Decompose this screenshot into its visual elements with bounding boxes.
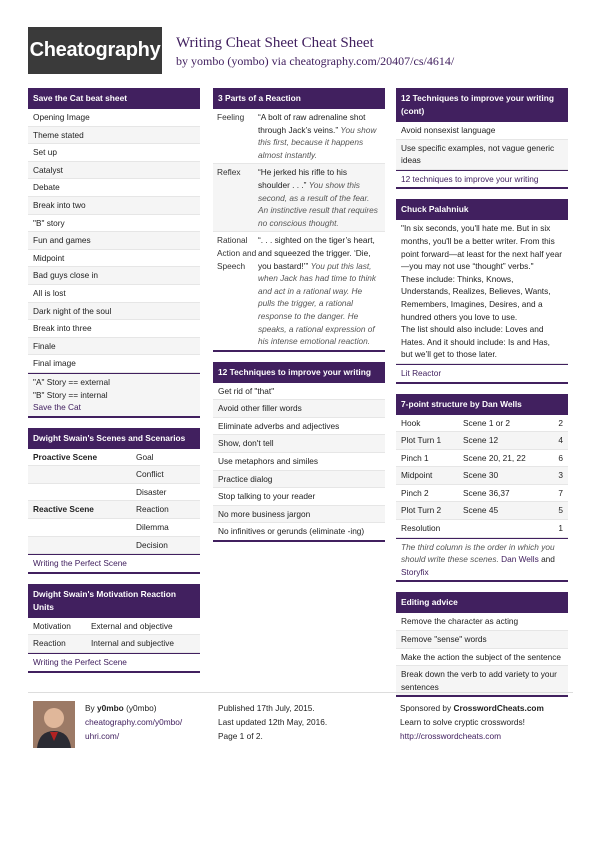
cell: Goal bbox=[136, 451, 154, 462]
cell: External and objective bbox=[91, 620, 173, 631]
list-item: Avoid nonsexist language bbox=[396, 122, 568, 140]
sponsor-prefix: Sponsored by bbox=[400, 703, 452, 713]
chuck-section bbox=[396, 199, 568, 383]
cell: Pinch 2 bbox=[401, 487, 429, 498]
cell: Scene 1 or 2 bbox=[463, 417, 511, 428]
table-row bbox=[28, 484, 200, 502]
updated-date: Last updated 12th May, 2016. bbox=[218, 717, 328, 727]
avatar-image bbox=[33, 701, 75, 748]
list-item: Debate bbox=[28, 179, 200, 197]
table-row bbox=[396, 432, 568, 450]
section-title: 3 Parts of a Reaction bbox=[213, 88, 385, 109]
swain-units-section bbox=[28, 584, 200, 673]
column-3 bbox=[396, 88, 568, 707]
cell bbox=[33, 539, 136, 552]
sponsor-line bbox=[400, 701, 544, 715]
author-site-link[interactable]: uhri.com/ bbox=[85, 731, 120, 741]
list-item: Show, don't tell bbox=[213, 435, 385, 453]
list-item: Practice dialog bbox=[213, 471, 385, 489]
note: You show this first, because it happens almost instantly. bbox=[258, 124, 377, 160]
list-item: Avoid other filler words bbox=[213, 400, 385, 418]
definition bbox=[258, 166, 381, 229]
sponsor-info bbox=[400, 701, 544, 743]
cell: Resolution bbox=[401, 523, 441, 534]
page-number: Page 1 of 2. bbox=[218, 731, 263, 741]
sponsor-tagline: Learn to solve cryptic crosswords! bbox=[400, 717, 525, 727]
table-row bbox=[28, 501, 200, 519]
editing-section bbox=[396, 592, 568, 697]
table-row bbox=[213, 232, 385, 349]
cell: Scene 20, 21, 22 bbox=[463, 452, 526, 463]
cell: Midpoint bbox=[401, 470, 433, 481]
list-item: "B" story bbox=[28, 215, 200, 233]
table-row bbox=[396, 520, 568, 538]
cell: Scene 12 bbox=[463, 435, 499, 446]
section-title: Dwight Swain's Motivation Reaction Units bbox=[28, 584, 200, 618]
table-row bbox=[28, 618, 200, 636]
list-item: Break down the verb to add variety to your sentences bbox=[396, 666, 568, 695]
cell: 3 bbox=[558, 470, 563, 481]
author-profile-link[interactable]: cheatography.com/y0mbo/ bbox=[85, 717, 183, 727]
column-2 bbox=[213, 88, 385, 552]
save-the-cat-section bbox=[28, 88, 200, 418]
cell bbox=[33, 468, 136, 481]
list-item: Theme stated bbox=[28, 127, 200, 145]
table-row bbox=[396, 485, 568, 503]
note: You show this second, as a result of the fear. An instinctive result that requires no conscious thought. bbox=[258, 179, 378, 228]
list-item: Dark night of the soul bbox=[28, 303, 200, 321]
cell: Internal and subjective bbox=[91, 638, 175, 649]
quote: “. . . sighted on the tiger’s heart, and squeezed the trigger. ‘Die, you bastard!’” bbox=[258, 235, 375, 271]
cell: Proactive Scene bbox=[33, 451, 98, 462]
quote: “A bolt of raw adrenaline shot through Jack’s veins.” bbox=[258, 112, 366, 135]
list-item: Opening Image bbox=[28, 109, 200, 127]
page-header bbox=[28, 27, 573, 79]
page-title: Writing Cheat Sheet Cheat Sheet bbox=[176, 35, 374, 51]
cell: Dilemma bbox=[136, 522, 169, 533]
list-item: Final image bbox=[28, 355, 200, 373]
list-item: Remove the character as acting bbox=[396, 613, 568, 631]
cell: Plot Turn 1 bbox=[401, 435, 442, 446]
cell: Reactive Scene bbox=[33, 504, 94, 515]
swain-scenes-section bbox=[28, 428, 200, 574]
section-title: 12 Techniques to improve your writing (cont) bbox=[396, 88, 568, 122]
note-b-story: "B" Story == internal bbox=[33, 389, 108, 400]
save-the-cat-link[interactable]: Save the Cat bbox=[33, 402, 81, 413]
cell: Reaction bbox=[136, 504, 169, 515]
list-item: Catalyst bbox=[28, 162, 200, 180]
list-item: Get rid of "that" bbox=[213, 383, 385, 401]
cell: 1 bbox=[558, 523, 563, 534]
cell: Hook bbox=[401, 417, 421, 428]
definition bbox=[258, 234, 381, 347]
note-a-story: "A" Story == external bbox=[33, 376, 110, 387]
term: Feeling bbox=[217, 112, 245, 122]
cell: 2 bbox=[558, 417, 563, 428]
cell: 4 bbox=[558, 435, 563, 446]
publish-info bbox=[218, 701, 327, 743]
cell: 6 bbox=[558, 452, 563, 463]
author-avatar bbox=[33, 701, 75, 748]
three-parts-section bbox=[213, 88, 385, 352]
techniques-cont-section bbox=[396, 88, 568, 189]
cell: Decision bbox=[136, 539, 168, 550]
cell: 7 bbox=[558, 487, 563, 498]
cell: Scene 45 bbox=[463, 505, 499, 516]
quote-text: "In six seconds, you'll hate me. But in six months, you'll be a better writer. From this point forward—at least for the next half year—you may not use “thought” verbs." bbox=[401, 223, 562, 272]
cell: Plot Turn 2 bbox=[401, 505, 442, 516]
writing-perfect-scene-link[interactable]: Writing the Perfect Scene bbox=[28, 554, 200, 572]
list-item: Finale bbox=[28, 338, 200, 356]
lit-reactor-link[interactable]: Lit Reactor bbox=[396, 364, 568, 382]
list-item: Midpoint bbox=[28, 250, 200, 268]
list-item: Remove "sense" words bbox=[396, 631, 568, 649]
term: Rational Action and Speech bbox=[217, 235, 257, 271]
note: You put this last, when Jack has had time to think and act in a rational way. He pulls the trigger, a rational response to the danger. He speaks, a rational expression of his intense emotional reaction. bbox=[258, 260, 377, 347]
cell: Disaster bbox=[136, 486, 167, 497]
cell: Scene 30 bbox=[463, 470, 499, 481]
section-title: Editing advice bbox=[396, 592, 568, 613]
table-row bbox=[28, 519, 200, 537]
list-item: No more business jargon bbox=[213, 506, 385, 524]
cheatography-logo[interactable]: Cheatography bbox=[28, 27, 162, 74]
list-item: Stop talking to your reader bbox=[213, 488, 385, 506]
author-handle: (y0mbo) bbox=[126, 703, 157, 713]
list-item: Set up bbox=[28, 144, 200, 162]
published-date: Published 17th July, 2015. bbox=[218, 703, 315, 713]
sponsor-name[interactable]: CrosswordCheats.com bbox=[453, 703, 544, 713]
author-name[interactable]: y0mbo bbox=[97, 703, 124, 713]
storyfix-link[interactable]: Storyfix bbox=[401, 566, 429, 577]
table-row bbox=[396, 415, 568, 433]
section-title: Dwight Swain's Scenes and Scenarios bbox=[28, 428, 200, 449]
quote-text: These include: Thinks, Knows, Understands, Realizes, Believes, Wants, Remembers, Imagines, Desires, and a hundred others you love to use. bbox=[401, 273, 551, 322]
list-item: Make the action the subject of the sentence bbox=[396, 649, 568, 667]
techniques-section bbox=[213, 362, 385, 542]
table-row bbox=[28, 537, 200, 555]
seven-point-section bbox=[396, 394, 568, 583]
note-block bbox=[28, 373, 200, 416]
cell: Pinch 1 bbox=[401, 452, 429, 463]
section-title: Save the Cat beat sheet bbox=[28, 88, 200, 109]
cell: Scene 36,37 bbox=[463, 487, 510, 498]
order-note: The third column is the order in which you should write these scenes. bbox=[401, 541, 555, 565]
section-title: 7-point structure by Dan Wells bbox=[396, 394, 568, 415]
list-item: Break into two bbox=[28, 197, 200, 215]
quote: “He jerked his rifle to his shoulder . . .” bbox=[258, 167, 347, 190]
table-row bbox=[213, 109, 385, 164]
column-1 bbox=[28, 88, 200, 683]
techniques-link[interactable]: 12 techniques to improve your writing bbox=[396, 170, 568, 188]
section-title: 12 Techniques to improve your writing bbox=[213, 362, 385, 383]
cell: Motivation bbox=[33, 620, 71, 631]
list-item: Use metaphors and similes bbox=[213, 453, 385, 471]
table-row bbox=[213, 164, 385, 232]
table-row bbox=[28, 466, 200, 484]
list-item: Use specific examples, not vague generic ideas bbox=[396, 140, 568, 170]
term: Reflex bbox=[217, 167, 241, 178]
cell bbox=[33, 486, 136, 499]
cell: 5 bbox=[558, 505, 563, 516]
author-prefix: By bbox=[85, 703, 95, 713]
list-item: No infinitives or gerunds (eliminate -ing) bbox=[218, 526, 365, 537]
list-item: Break into three bbox=[28, 320, 200, 338]
quote-text: The list should also include: Loves and Hates. And it should include: Is and Has, but we’ll get to those later. bbox=[401, 324, 550, 360]
cell bbox=[33, 521, 136, 534]
list-item: All is lost bbox=[28, 285, 200, 303]
note-block bbox=[396, 538, 568, 581]
table-row bbox=[396, 450, 568, 468]
table-row bbox=[396, 502, 568, 520]
quote-block bbox=[396, 220, 568, 364]
author-info bbox=[85, 701, 182, 743]
cell bbox=[463, 522, 551, 535]
list-item: Fun and games bbox=[28, 232, 200, 250]
sponsor-link[interactable]: http://crosswordcheats.com bbox=[400, 731, 501, 741]
list-item: Bad guys close in bbox=[28, 267, 200, 285]
definition bbox=[258, 111, 381, 161]
table-row bbox=[28, 635, 200, 653]
writing-perfect-scene-link[interactable]: Writing the Perfect Scene bbox=[28, 653, 200, 671]
cell: Conflict bbox=[136, 469, 164, 480]
page-footer bbox=[28, 692, 573, 753]
dan-wells-link[interactable]: Dan Wells bbox=[501, 554, 539, 565]
author-line bbox=[85, 701, 182, 715]
cell: Reaction bbox=[33, 638, 66, 649]
and-text: and bbox=[541, 554, 555, 565]
byline[interactable]: by yombo (yombo) via cheatography.com/20407/cs/4614/ bbox=[176, 54, 455, 68]
section-title: Chuck Palahniuk bbox=[396, 199, 568, 220]
table-row bbox=[396, 467, 568, 485]
table-row bbox=[28, 449, 200, 467]
list-item: Eliminate adverbs and adjectives bbox=[213, 418, 385, 436]
